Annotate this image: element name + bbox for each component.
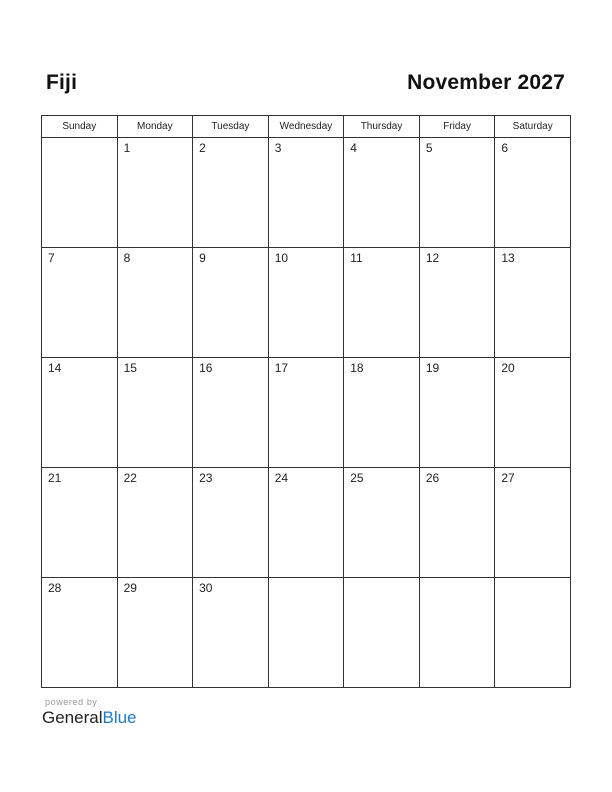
day-number: 25 — [350, 471, 364, 485]
day-cell — [42, 138, 118, 248]
day-number: 24 — [274, 471, 289, 485]
day-cell — [117, 138, 193, 248]
day-cell — [193, 358, 269, 468]
day-cell — [344, 578, 420, 688]
day-cell — [344, 358, 420, 468]
day-number: 12 — [425, 251, 440, 265]
weekday-header-row — [42, 116, 571, 138]
day-cell — [419, 138, 495, 248]
day-number: 9 — [199, 251, 206, 265]
week-row — [42, 138, 571, 248]
day-cell — [419, 578, 495, 688]
day-number: 6 — [501, 141, 509, 155]
day-cell — [495, 138, 571, 248]
day-number: 14 — [48, 361, 62, 375]
day-number — [420, 578, 495, 581]
day-number: 22 — [123, 471, 137, 485]
weekday-friday: Friday — [419, 116, 495, 138]
day-cell — [268, 358, 344, 468]
day-cell — [193, 138, 269, 248]
day-cell — [117, 578, 193, 688]
country-title: Fiji — [46, 71, 78, 94]
day-number: 29 — [123, 581, 137, 595]
week-row — [42, 468, 571, 578]
day-number: 16 — [199, 361, 213, 375]
day-number: 2 — [199, 141, 206, 155]
day-number: 19 — [425, 361, 440, 375]
week-row — [42, 578, 571, 688]
day-cell — [495, 468, 571, 578]
day-cell — [419, 358, 495, 468]
day-number: 7 — [48, 251, 55, 265]
day-number: 5 — [425, 141, 433, 155]
day-number: 4 — [350, 141, 357, 155]
day-cell — [344, 248, 420, 358]
day-number: 11 — [350, 251, 363, 265]
day-cell — [495, 358, 571, 468]
day-cell — [193, 248, 269, 358]
day-number: 10 — [274, 251, 289, 265]
day-cell — [117, 248, 193, 358]
weekday-tuesday: Tuesday — [193, 116, 269, 138]
generalblue-logo — [42, 708, 137, 728]
day-cell — [117, 468, 193, 578]
day-cell — [117, 358, 193, 468]
day-number — [495, 578, 570, 581]
day-cell — [268, 248, 344, 358]
brand-general-text: General — [42, 708, 103, 727]
weekday-wednesday: Wednesday — [268, 116, 344, 138]
day-number — [344, 578, 419, 581]
day-cell — [344, 468, 420, 578]
month-year-title: November 2027 — [407, 71, 565, 94]
day-cell — [42, 358, 118, 468]
day-cell — [193, 578, 269, 688]
week-row — [42, 358, 571, 468]
day-number: 1 — [123, 141, 131, 155]
day-number: 21 — [48, 471, 62, 485]
powered-by-label: powered by — [45, 697, 98, 707]
day-number: 30 — [199, 581, 213, 595]
day-cell — [42, 578, 118, 688]
day-number: 17 — [274, 361, 289, 375]
day-cell — [268, 468, 344, 578]
day-number — [269, 578, 344, 581]
day-number: 13 — [501, 251, 515, 265]
day-number: 15 — [123, 361, 137, 375]
day-cell — [419, 468, 495, 578]
brand-blue-text: Blue — [102, 708, 137, 727]
day-number: 18 — [350, 361, 364, 375]
day-number: 28 — [48, 581, 62, 595]
day-number: 27 — [501, 471, 515, 485]
day-number: 26 — [425, 471, 440, 485]
day-number: 8 — [123, 251, 131, 265]
weekday-saturday: Saturday — [495, 116, 571, 138]
day-cell — [268, 138, 344, 248]
weekday-thursday: Thursday — [344, 116, 420, 138]
week-row — [42, 248, 571, 358]
day-cell — [419, 248, 495, 358]
weekday-sunday: Sunday — [42, 116, 118, 138]
calendar-grid — [41, 115, 571, 688]
day-cell — [495, 578, 571, 688]
day-cell — [495, 248, 571, 358]
day-cell — [193, 468, 269, 578]
day-cell — [268, 578, 344, 688]
day-cell — [42, 468, 118, 578]
day-number: 20 — [501, 361, 515, 375]
day-cell — [344, 138, 420, 248]
day-cell — [42, 248, 118, 358]
day-number: 23 — [199, 471, 213, 485]
weekday-monday: Monday — [117, 116, 193, 138]
day-number — [42, 138, 117, 141]
day-number: 3 — [274, 141, 282, 155]
